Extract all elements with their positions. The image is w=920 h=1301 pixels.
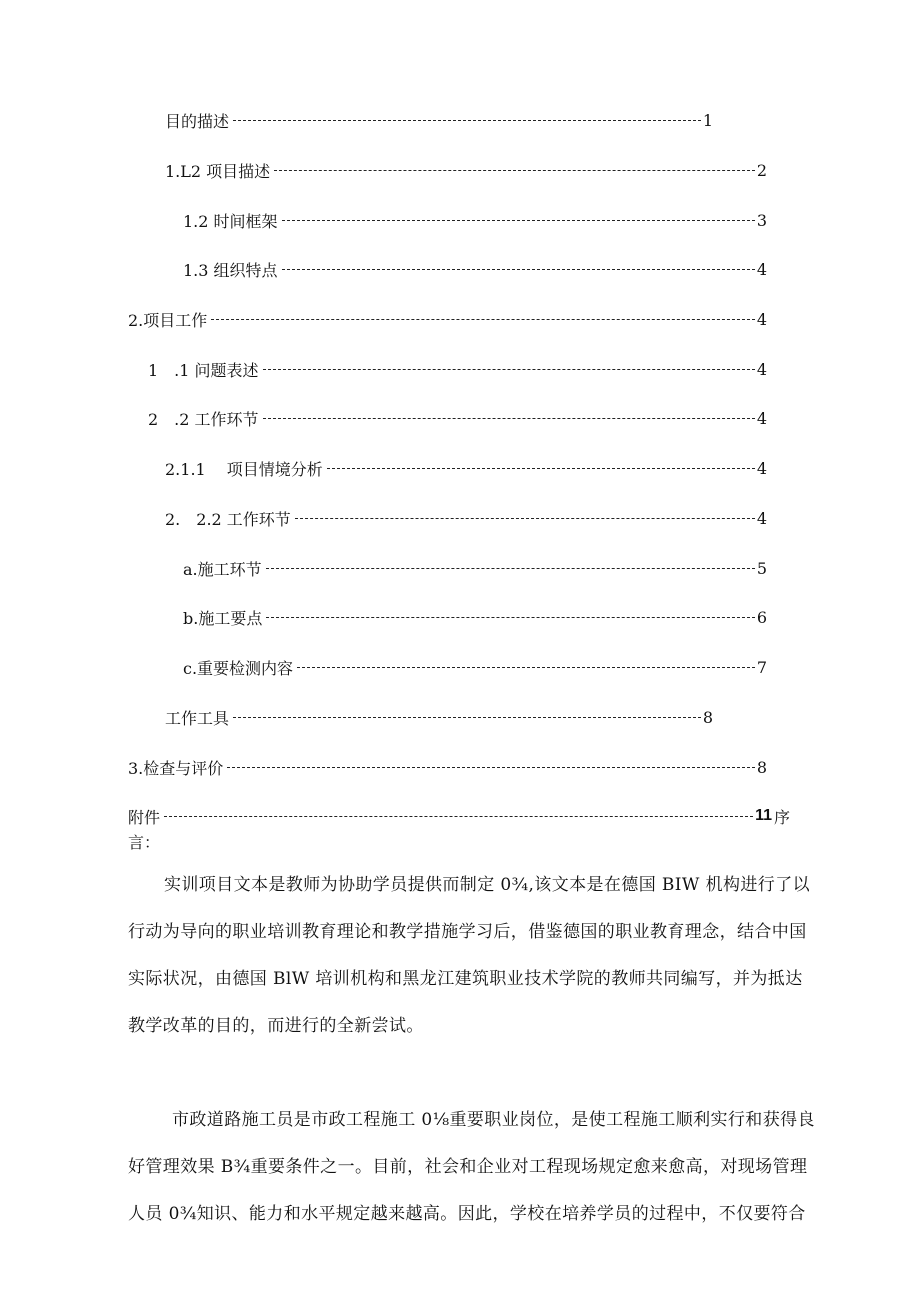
paragraph-line: 好管理效果 B¾重要条件之一。目前，社会和企业对工程现场规定愈来愈高，对现场管理 [128, 1157, 808, 1177]
toc-entry-label: 2.1.1 项目情境分析 [165, 459, 323, 479]
toc-entry-label: 2 .2 工作环节 [148, 409, 259, 429]
toc-entry[interactable] [183, 655, 767, 679]
toc-leader [295, 518, 755, 519]
toc-entry[interactable] [165, 108, 713, 132]
toc-entry-page: 8 [702, 707, 713, 727]
toc-entry-page: 4 [756, 408, 767, 428]
toc-entry-label: 2. 2.2 工作环节 [165, 509, 291, 529]
toc-entry[interactable] [183, 257, 767, 281]
toc-entry-label: 附件 [128, 807, 161, 827]
toc-entry[interactable] [165, 456, 767, 480]
toc-entry-label: 3.检查与评价 [128, 758, 224, 778]
toc-leader [327, 468, 755, 469]
toc-entry-page: 8 [756, 757, 767, 777]
toc-entry-label: 1 .1 问题表述 [148, 360, 259, 380]
toc-entry-page: 4 [756, 458, 767, 478]
toc-leader [227, 767, 755, 768]
toc-leader [282, 269, 755, 270]
paragraph-line: 市政道路施工员是市政工程施工 0⅛重要职业岗位，是使工程施工顺利实行和获得良 [172, 1110, 815, 1130]
paragraph-line: 实际状况，由德国 BlW 培训机构和黑龙江建筑职业技术学院的教师共同编写，并为抵达 [128, 969, 803, 989]
toc-leader [164, 816, 753, 817]
toc-entry[interactable] [183, 605, 767, 629]
toc-entry-page: 7 [756, 657, 767, 677]
toc-leader [266, 617, 754, 618]
toc-leader [233, 120, 701, 121]
toc-entry-page: 4 [756, 259, 767, 279]
body-paragraph [128, 862, 810, 1050]
toc-entry-label: 工作工具 [165, 708, 230, 728]
toc-leader [297, 667, 755, 668]
toc-entry[interactable] [183, 556, 767, 580]
paragraph-line: 人员 0¾知识、能力和水平规定越来越高。因此，学校在培养学员的过程中，不仅要符合 [128, 1204, 806, 1224]
toc-entry-page: 4 [756, 508, 767, 528]
toc-entry[interactable] [128, 755, 767, 779]
toc-entry[interactable] [165, 506, 767, 530]
toc-leader [274, 170, 755, 171]
toc-entry[interactable] [128, 307, 767, 331]
toc-entry-page: 3 [756, 210, 767, 230]
toc-entry-label: 1.3 组织特点 [183, 260, 278, 280]
toc-trailing-text: 序 [773, 807, 790, 827]
toc-entry-page: 4 [756, 309, 767, 329]
toc-entry[interactable] [183, 208, 767, 232]
toc-entry-label: c.重要检测内容 [183, 658, 294, 678]
toc-entry-label: a.施工环节 [183, 559, 262, 579]
toc-entry[interactable] [165, 705, 713, 729]
toc-leader [263, 369, 755, 370]
toc-leader [263, 418, 755, 419]
toc-leader [233, 717, 701, 718]
toc-leader [211, 319, 755, 320]
toc-entry-label: 1.L2 项目描述 [165, 161, 271, 181]
toc-entry[interactable] [165, 158, 767, 182]
toc-entry[interactable] [148, 406, 767, 430]
toc-entry-label: 1.2 时间框架 [183, 211, 278, 231]
body-paragraph [128, 1097, 815, 1238]
toc-entry-page: 2 [756, 160, 767, 180]
toc-entry-page: 11 [755, 807, 772, 824]
paragraph-line: 教学改革的目的，而进行的全新尝试。 [128, 1016, 424, 1036]
toc-entry-page: 4 [756, 359, 767, 379]
toc-leader [266, 568, 755, 569]
toc-entry[interactable] [148, 357, 767, 381]
toc-entry-label: b.施工要点 [183, 608, 263, 628]
toc-entry-page: 1 [702, 110, 713, 130]
toc-continuation: 言： [128, 833, 161, 852]
toc-entry-page: 6 [756, 607, 767, 627]
toc-entry-label: 目的描述 [165, 111, 230, 131]
toc-entry-label: 2.项目工作 [128, 310, 208, 330]
toc-leader [282, 220, 755, 221]
paragraph-line: 行动为导向的职业培训教育理论和教学措施学习后，借鉴德国的职业教育理念，结合中国 [128, 922, 807, 942]
paragraph-line: 实训项目文本是教师为协助学员提供而制定 0¾,该文本是在德国 BIW 机构进行了以 [164, 875, 810, 895]
toc-entry-page: 5 [756, 558, 767, 578]
toc-entry[interactable] [128, 804, 790, 828]
